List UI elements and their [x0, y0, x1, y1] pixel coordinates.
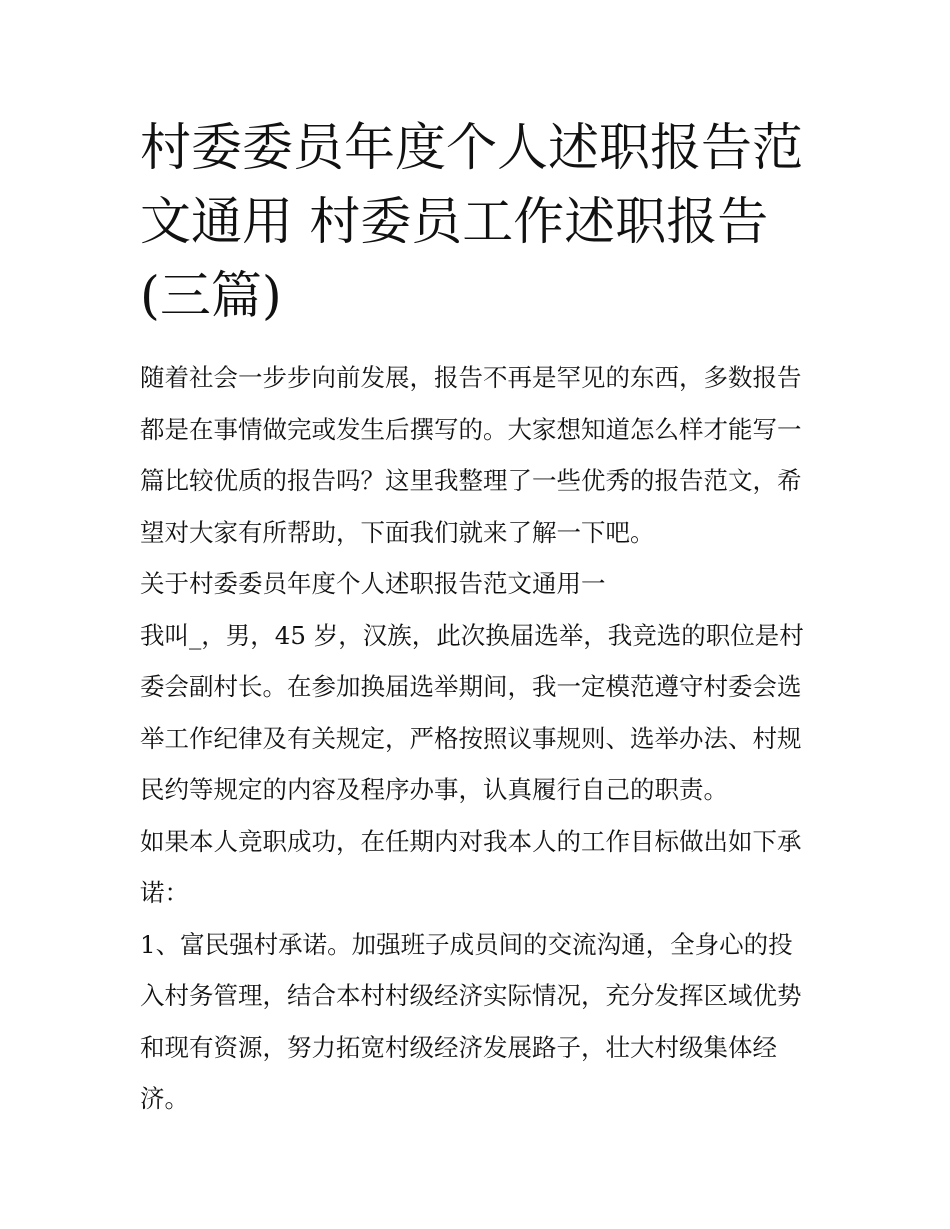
title-line: 文通用 村委员工作述职报告	[140, 193, 769, 252]
list-item-line: 济。	[140, 1084, 189, 1113]
intro-line: 都是在事情做完或发生后撰写的。大家想知道怎么样才能写一	[140, 414, 802, 444]
paragraph-line: 我叫_，男，45 岁，汉族，此次换届选举，我竞选的职位是村	[140, 620, 804, 650]
document-body	[140, 352, 820, 1125]
list-item-line: 1、富民强村承诺。加强班子成员间的交流沟通，全身心的投	[140, 929, 793, 959]
intro-line: 望对大家有所帮助，下面我们就来了解一下吧。	[140, 517, 655, 547]
title-line: 村委委员年度个人述职报告范	[140, 119, 804, 178]
section-heading: 关于村委委员年度个人述职报告范文通用一	[140, 569, 606, 598]
intro-line: 篇比较优质的报告吗？这里我整理了一些优秀的报告范文，希	[140, 466, 802, 495]
title-line: (三篇)	[140, 267, 282, 326]
paragraph-line: 如果本人竞职成功，在任期内对我本人的工作目标做出如下承	[140, 826, 802, 856]
list-item-line: 入村务管理，结合本村村级经济实际情况，充分发挥区域优势	[140, 981, 802, 1010]
document-title	[140, 112, 820, 334]
paragraph-line: 委会副村长。在参加换届选举期间，我一定模范遵守村委会选	[140, 672, 802, 701]
list-item-line: 和现有资源，努力拓宽村级经济发展路子，壮大村级集体经	[140, 1032, 777, 1062]
paragraph-line: 诺：	[140, 878, 189, 907]
paragraph-line: 举工作纪律及有关规定，严格按照议事规则、选举办法、村规	[140, 723, 802, 753]
intro-line: 随着社会一步步向前发展，报告不再是罕见的东西，多数报告	[140, 363, 802, 392]
paragraph-line: 民约等规定的内容及程序办事，认真履行自己的职责。	[140, 775, 728, 804]
